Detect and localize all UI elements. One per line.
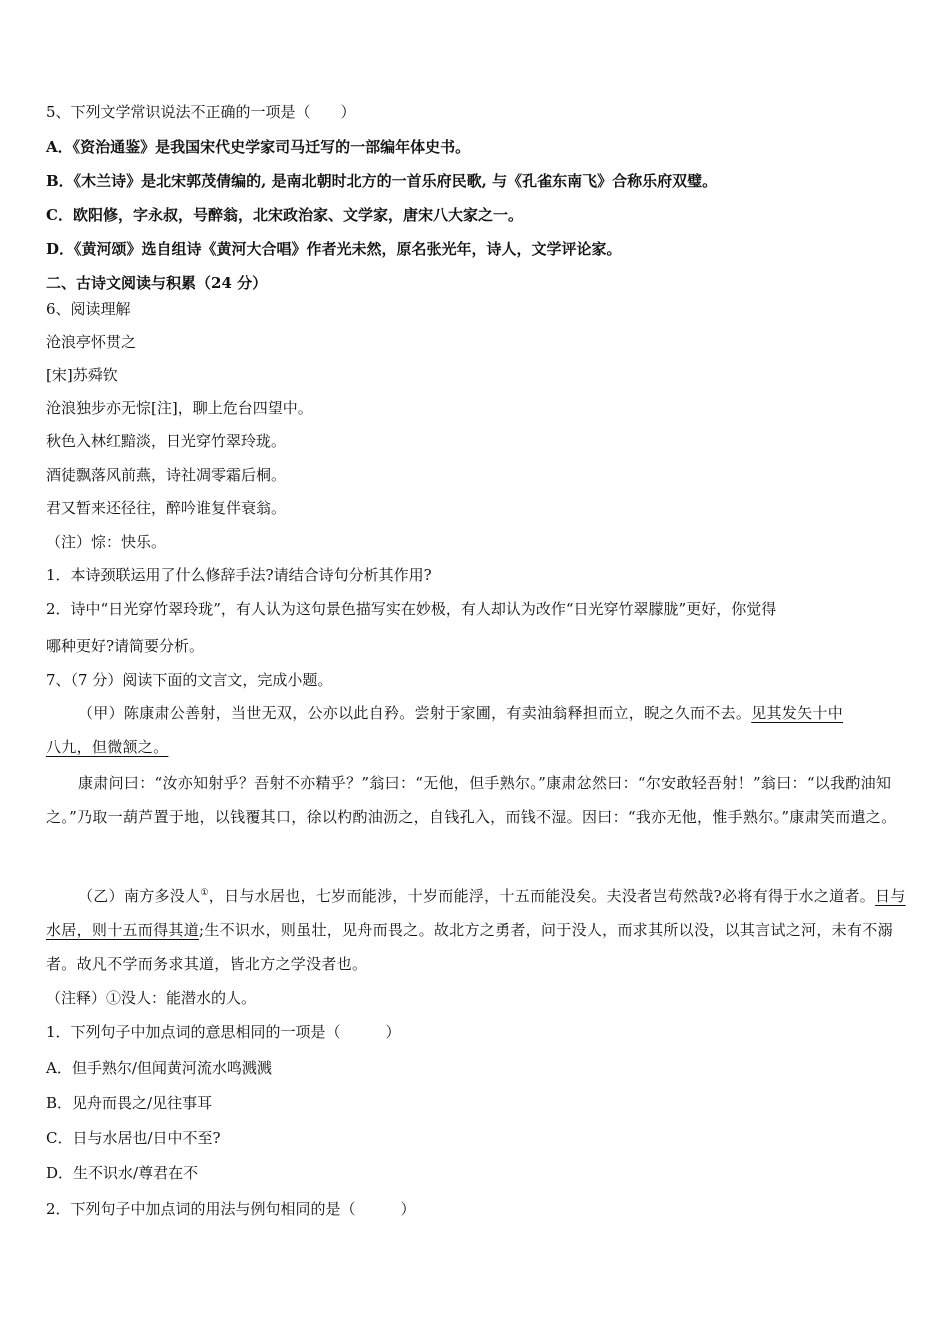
passage-yi (46, 876, 906, 981)
q5-option-c: C．欧阳修，字永叔，号醉翁，北宋政治家、文学家，唐宋八大家之一。 (46, 206, 523, 224)
q7-option-b: B．见舟而畏之/见往事耳 (46, 1094, 213, 1112)
q7-option-a: A．但手熟尔/但闻黄河流水鸣溅溅 (46, 1059, 272, 1077)
footnote-mark: ① (200, 888, 209, 898)
q7-option-c: C．日与水居也/日中不至? (46, 1129, 221, 1147)
underlined-sentence-cont: 八九，但微颔之。 (46, 738, 169, 756)
poem-note: （注）悰：快乐。 (46, 533, 167, 551)
passage-yi-text-b: ，日与水居也，七岁而能涉，十岁而能浮，十五而能没矣。夫没者岂苟然哉?必将有得于水之道者。 (208, 887, 876, 905)
passage-jia-p1 (46, 696, 906, 764)
q6-stem: 6、阅读理解 (46, 300, 131, 318)
q6-sub2-cont: 哪种更好?请简要分析。 (46, 637, 205, 655)
q6-sub1: 1．本诗颈联运用了什么修辞手法?请结合诗句分析其作用? (46, 566, 432, 584)
underlined-sentence: 见其发矢十中 (751, 704, 844, 722)
q7-option-d: D．生不识水/尊君在不 (46, 1164, 199, 1182)
poem-line: 酒徒飘落风前燕，诗社凋零霜后桐。 (46, 466, 287, 484)
q7-sub1: 1．下列句子中加点词的意思相同的一项是（ ） (46, 1023, 401, 1041)
q7-note: （注释）①没人：能潜水的人。 (46, 989, 257, 1007)
q6-sub2: 2．诗中“日光穿竹翠玲珑”，有人认为这句景色描写实在妙极，有人却认为改作“日光穿竹翠朦胧”更好，你觉得 (46, 600, 777, 618)
poem-line: 君又暂来还径往，醉吟谁复伴衰翁。 (46, 499, 287, 517)
passage-yi-text-a: （乙）南方多没人 (78, 887, 201, 905)
q7-sub2: 2．下列句子中加点词的用法与例句相同的是（ ） (46, 1200, 416, 1218)
passage-jia-p2: 康肃问曰：“汝亦知射乎？吾射不亦精乎？”翁曰：“无他，但手熟尔。”康肃忿然曰：“尔安敢轻吾射！”翁曰：“以我酌油知之。”乃取一葫芦置于地，以钱覆其口，徐以杓酌油沥之，自钱孔入，而钱不湿。因曰：“我亦无他，惟手熟尔。”康肃笑而遣之。 (46, 774, 897, 826)
poem-line: 秋色入林红黯淡，日光穿竹翠玲珑。 (46, 432, 287, 450)
poem-line: 沧浪独步亦无悰[注]，聊上危台四望中。 (46, 399, 313, 417)
q5-option-b: B．《木兰诗》是北宋郭茂倩编的, 是南北朝时北方的一首乐府民歌, 与《孔雀东南飞》合称乐府双璧。 (46, 172, 718, 190)
poem-title: 沧浪亭怀贯之 (46, 333, 137, 351)
underlined-sentence-yi: 日与水居，则十五而得其道 (46, 887, 906, 939)
passage-jia-text: （甲）陈康肃公善射，当世无双，公亦以此自矜。尝射于家圃，有卖油翁释担而立，睨之久而不去。 (78, 704, 752, 722)
q5-option-a: A．《资治通鉴》是我国宋代史学家司马迁写的一部编年体史书。 (46, 138, 471, 156)
poem-author: [宋]苏舜钦 (46, 366, 118, 384)
q5-stem: 5、下列文学常识说法不正确的一项是（ ） (46, 103, 356, 121)
passage-yi-text-c: ;生不识水，则虽壮，见舟而畏之。故北方之勇者，问于没人，而求其所以没，以其言试之河，未有不溺者。故凡不学而务求其道，皆北方之学没者也。 (46, 921, 893, 973)
q5-option-d: D．《黄河颂》选自组诗《黄河大合唱》作者光未然，原名张光年，诗人，文学评论家。 (46, 240, 622, 258)
section-title: 二、古诗文阅读与积累（24 分） (46, 274, 268, 292)
q7-stem: 7、（7 分）阅读下面的文言文，完成小题。 (46, 671, 333, 689)
